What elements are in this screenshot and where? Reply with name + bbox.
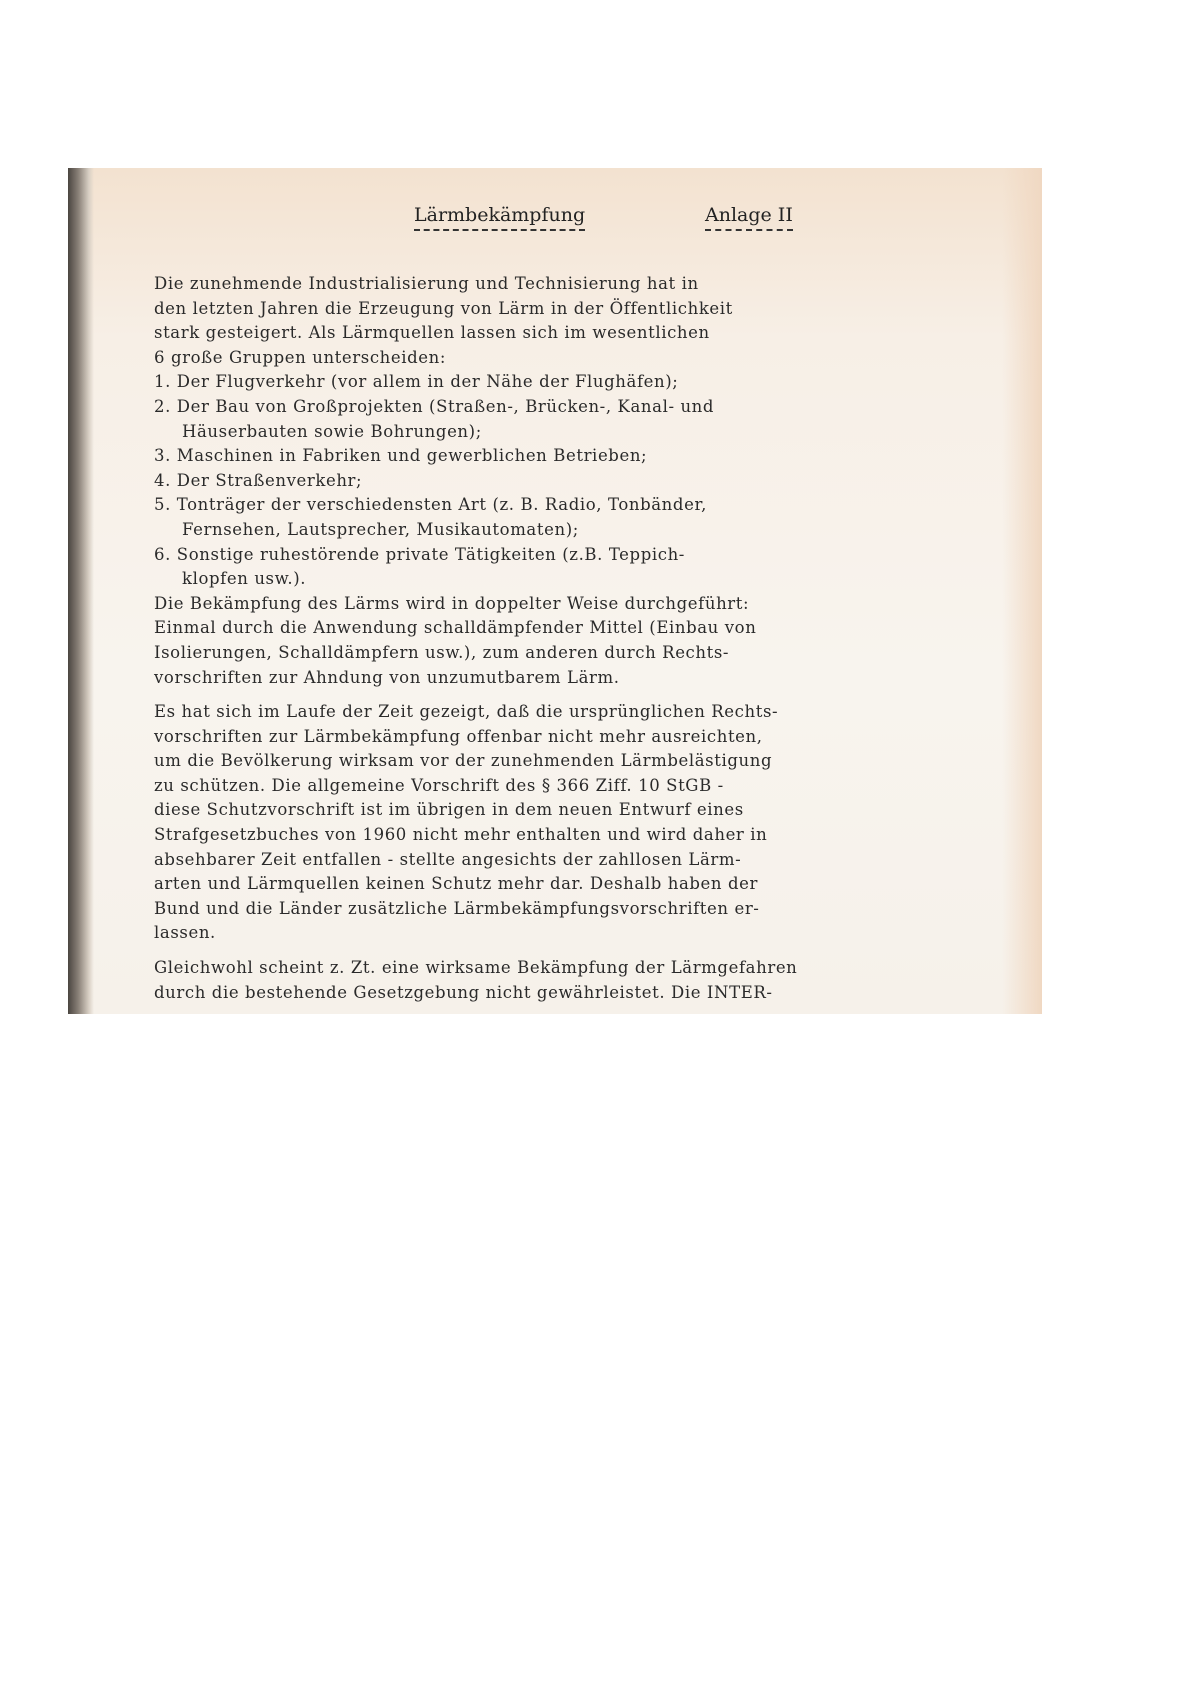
paragraph-intro (154, 272, 1014, 370)
text-line: Isolierungen, Schalldämpfern usw.), zum anderen durch Rechts- (154, 642, 730, 662)
list-item: 5. Tonträger der verschiedensten Art (z. B. Radio, Tonbänder, (154, 495, 707, 515)
title-text: Lärmbekämpfung (414, 204, 585, 231)
text-line: absehbarer Zeit entfallen - stellte angesichts der zahllosen Lärm- (154, 849, 742, 869)
annex-label (705, 204, 793, 226)
list-item-cont: klopfen usw.). (182, 569, 307, 589)
text-line: vorschriften zur Ahndung von unzumutbarem Lärm. (154, 667, 620, 687)
paragraph-measures (154, 592, 1014, 690)
text-line: durch die bestehende Gesetzgebung nicht gewährleistet. Die INTER- (154, 982, 773, 1002)
document-body (154, 272, 1014, 1005)
text-line: stark gesteigert. Als Lärmquellen lassen sich im wesentlichen (154, 323, 710, 343)
text-line: vorschriften zur Lärmbekämpfung offenbar nicht mehr ausreichten, (154, 726, 763, 746)
text-line: lassen. (154, 923, 216, 943)
annex-text: Anlage II (705, 204, 793, 231)
list-item: 6. Sonstige ruhestörende private Tätigkeiten (z.B. Teppich- (154, 544, 685, 564)
scanned-page (68, 168, 1042, 1014)
list-item-cont: Häuserbauten sowie Bohrungen); (182, 421, 482, 441)
text-line: Bund und die Länder zusätzliche Lärmbekämpfungsvorschriften er- (154, 898, 760, 918)
text-line: Es hat sich im Laufe der Zeit gezeigt, daß die ursprünglichen Rechts- (154, 702, 779, 722)
list-item: 4. Der Straßenverkehr; (154, 470, 363, 490)
text-line: Gleichwohl scheint z. Zt. eine wirksame Bekämpfung der Lärmgefahren (154, 958, 798, 978)
paragraph-legislation (154, 700, 1014, 946)
list-item: 3. Maschinen in Fabriken und gewerblichen Betrieben; (154, 446, 648, 466)
text-line: Die zunehmende Industrialisierung und Technisierung hat in (154, 274, 699, 293)
text-line: den letzten Jahren die Erzeugung von Lärm in der Öffentlichkeit (154, 298, 733, 318)
text-line: 6 große Gruppen unterscheiden: (154, 347, 447, 367)
text-line: Strafgesetzbuches von 1960 nicht mehr enthalten und wird daher in (154, 825, 768, 845)
text-line: um die Bevölkerung wirksam vor der zunehmenden Lärmbelästigung (154, 751, 773, 771)
text-line: diese Schutzvorschrift ist im übrigen in dem neuen Entwurf eines (154, 800, 744, 820)
document-title (414, 204, 585, 226)
text-line: Einmal durch die Anwendung schalldämpfender Mittel (Einbau von (154, 618, 757, 638)
list-item: 1. Der Flugverkehr (vor allem in der Nähe der Flughäfen); (154, 372, 679, 392)
noise-source-list (154, 370, 1014, 591)
list-item: 2. Der Bau von Großprojekten (Straßen-, Brücken-, Kanal- und (154, 396, 715, 416)
list-item-cont: Fernsehen, Lautsprecher, Musikautomaten); (182, 519, 579, 539)
text-line: arten und Lärmquellen keinen Schutz mehr dar. Deshalb haben der (154, 874, 759, 894)
paragraph-conclusion (154, 956, 1014, 1005)
text-line: zu schützen. Die allgemeine Vorschrift des § 366 Ziff. 10 StGB - (154, 775, 724, 795)
text-line: Die Bekämpfung des Lärms wird in doppelter Weise durchgeführt: (154, 593, 750, 613)
